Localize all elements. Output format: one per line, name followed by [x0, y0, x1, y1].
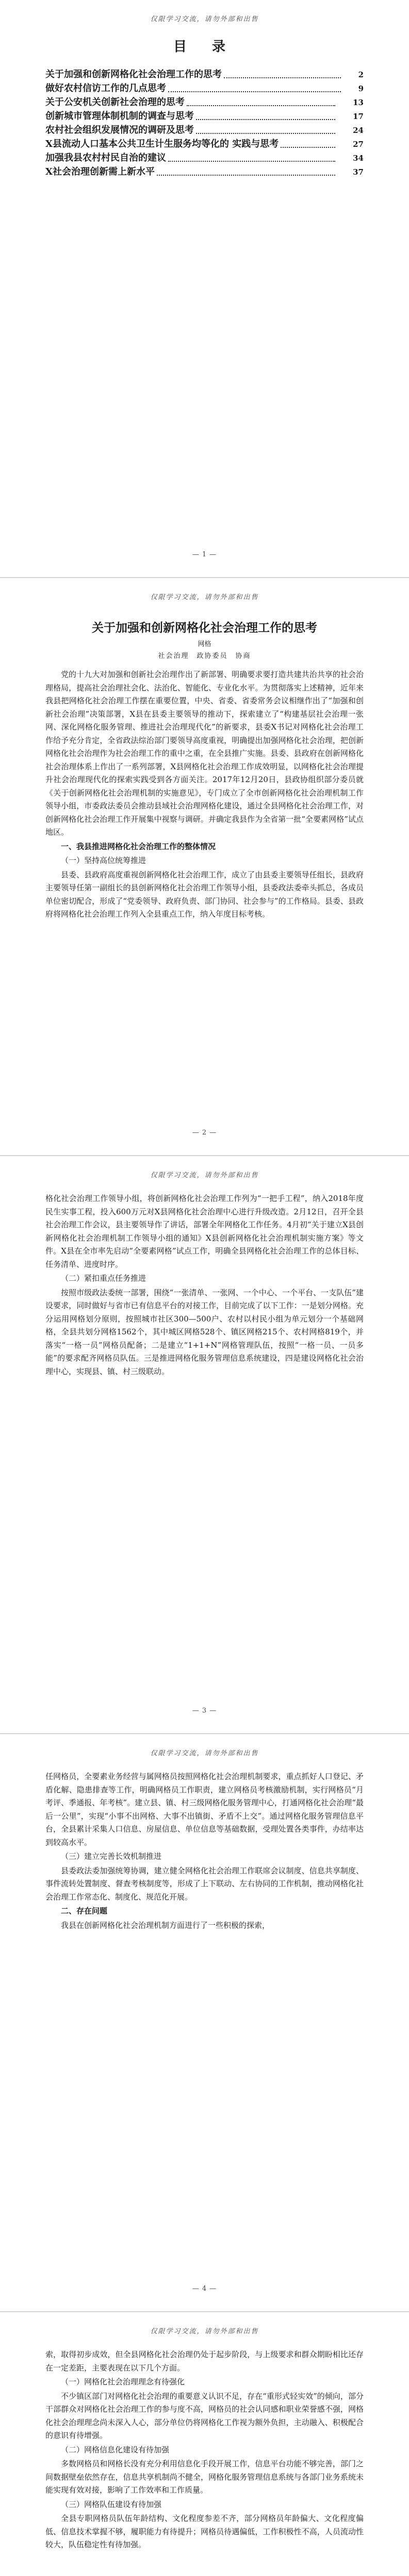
paragraph: 格化社会治理工作领导小组，将创新网格化社会治理工作列为“一把手工程”，纳入2018年度民生实事工程，投入600万元对X县网格化社会治理中心进行升级改造。2月12日，召开全县社会治理工作会议，县主要领导作了讲话，部署全年网格化工作任务。4月初“关于建立X县创新网格化社会治理机制工作领导小组的通知》X县创新网格化社会治理机制实施方案》等文件。X县在全市率先启动“全要素网格”试点工作，明确全县网格化社会治理工作的总体目标、任务清单、进度时序。	[45, 1194, 364, 1269]
paragraph: 按照市级政法委统一部署，围绕“一张清单、一张网、一个中心、一个平台、一支队伍”建设要求，同时做好与省市已有信息平台的对接工作，目前完成了以下工作：一是划分网格。充分运用网格划分原则，按照城市社区300—500户、农村以村民小组为单元划分一个基础网格，全县共划分网格1562个，其中城区网格528个、镇区网格215个、农村网格819个，并落实“一格一员”网格员配备；二是建立“1+1+N”网格管理队伍，按照“一格一员、一员多能”的要求配齐网格员队伍。三是推进网格化服务管理信息系统建设，四是建设网格化社会治理中心，实现县、镇、村三级联动。	[45, 1287, 364, 1376]
page-number: — 1 —	[192, 551, 217, 558]
toc-entry[interactable]: 做好农村信访工作的几点思考 9	[45, 83, 364, 94]
subsection-heading: （二）紧扣重点任务推进	[61, 1274, 146, 1283]
page-header: 仅限学习交流，请勿外部和出售	[150, 1172, 259, 1179]
page-header: 仅限学习交流，请勿外部和出售	[150, 594, 259, 601]
toc-entry[interactable]: 创新城市管理体制机制的调查与思考 17	[45, 111, 364, 122]
paragraph: 全县专职网格员队伍年龄结构、文化程度参差不齐，部分网格员年龄偏大、文化程度偏低、信息技术掌握不够，履职能力有待提升；网格员待遇偏低，工作积极性不高，人员流动性较大，队伍稳定性有待加强。	[45, 2514, 364, 2549]
toc-entry[interactable]: X县流动人口基本公共卫生计生服务均等化的 实践与思考 27	[45, 139, 364, 149]
subsection-heading: （三）网格队伍建设有待加强	[61, 2499, 162, 2509]
paragraph: 任网格员，全要素业务经营与属网格员按照网格化社会治理机制要求，重点抓好人口登记、矛盾化解、隐患排查等工作，明确网格员工作职责，建立网格员考核激励机制，实行网格员“月考评、季通报、年考核”。建立县、镇、村三级网格化服务管理中心，打通网格化社会治理“最后一公里”，实现“小事不出网格、大事不出镇街、矛盾不上交”。通过网格化服务管理信息平台，全县累计采集人口信息、房屋信息、单位信息等基础数据，受理处置各类事件，办结率达到较高水平。	[45, 1772, 364, 1847]
toc-entry[interactable]: X社会治理创新需上新水平 37	[45, 166, 364, 177]
subsection-heading: （一）坚持高位统筹推进	[61, 856, 146, 865]
paragraph: 索，取得初步成效，但全县网格化社会治理仍处于起步阶段，与上级要求和群众期盼相比还存在一定差距，主要表现在以下几个方面。	[45, 2350, 364, 2372]
subsection-heading: （二）网格信息化建设有待加强	[61, 2445, 170, 2454]
page-number: — 2 —	[192, 1129, 217, 1137]
toc-entry[interactable]: 农村社会组织发展情况的调研及思考 24	[45, 125, 364, 135]
page-body	[45, 1770, 364, 1932]
toc	[45, 36, 364, 179]
paragraph: 党的十九大对加强和创新社会治理作出了新部署、明确要求要打造共建共治共享的社会治理格局，提高社会治理社会化、法治化、智能化、专业化水平。为贯彻落实上述精神，近年来我县把网格化社会治理工作摆在重要位置，中央、省委、省委常务会议相继作出了“加强和创新社会治理”决策部署，X县在县委主要领导的推动下，探索建立了“构建基层社会治理一张网、深化网格化服务管理、推进社会治理现代化”的新要求，县委X书记对网格化社会治理工作给予充分肯定，全省政法综治部门要领导高度重视，明确提出加强网格化社会治理，把创新网格化社会治理作为社会治理工作的重中之重，在全县推广实施。县委、县政府在创新网格化社会治理体系上作出了一系列部署，X县网格化社会治理工作成效明显，以网格化社会治理提升社会治理现代化的探索实践受到各方面关注。2017年12月20日，县政协组织部分委员就《关于创新网格化社会治理机制的实施意见》，专门成立了全市创新网格化社会治理机制工作领导小组，市委政法委员会推动县域社会治理网格化建设，通过全县网格化社会治理工作，对创新网格化社会治理工作开展集中视察与调研。并确定我县作为全省第一批“全要素网格”试点地区。	[45, 670, 364, 837]
paragraph: 我县在创新网格化社会治理机制方面进行了一些积极的探索，	[61, 1920, 270, 1930]
toc-entry[interactable]: 关于加强和创新网格化社会治理工作的思考 2	[45, 69, 364, 80]
page-body	[45, 1192, 364, 1378]
page-number: — 3 —	[192, 1707, 217, 1715]
section-heading: 一、我县推进网格化社会治理工作的整体情况	[61, 841, 216, 851]
page-2	[0, 578, 409, 1156]
page-5	[0, 2312, 409, 2576]
page-body	[45, 614, 364, 921]
toc-entry[interactable]: 加强我县农村村民自治的建议 34	[45, 152, 364, 163]
subsection-heading: （一）网格化社会治理理念有待强化	[61, 2377, 185, 2386]
paragraph: 多数网格员和网格长没有充分利用信息化手段开展工作，信息平台功能不够完善，部门之间数据壁垒依然存在，信息共享机制尚不健全，网格化服务管理信息系统与各部门业务系统未能实现有效对接，影响了工作效率和工作质量。	[45, 2459, 364, 2495]
page-body	[45, 2348, 364, 2552]
paragraph: 县委、县政府高度重视创新网格化社会治理工作，成立了由县委主要领导任组长，县政府主要领导任第一副组长的县创新网格化社会治理工作领导小组，县委政法委牵头抓总，各成员单位密切配合，形成了“党委领导、政府负责、部门协同、社会参与”的工作格局。县委、县政府将网格化社会治理工作列入全县重点工作，纳入年度目标考核。	[45, 870, 364, 919]
page-4	[0, 1734, 409, 2312]
article-authors: 社会治理 政协委员 协商	[158, 652, 251, 660]
article-title: 关于加强和创新网格化社会治理工作的思考	[92, 621, 317, 635]
page-header: 仅限学习交流，请勿外部和出售	[150, 15, 259, 23]
page-1	[0, 0, 409, 578]
toc-title: 目 录	[173, 39, 236, 55]
paragraph: 不少镇区部门对网格化社会治理的重要意义认识不足，存在“重形式轻实效”的倾向，部分干部群众对网格化社会治理工作的参与度不高，网格员的社会认同感和职业荣誉感不强，网格化社会治理理念尚未深入人心，部分单位仍将网格化工作视为额外负担，主动融入、积极配合的意识有待增强。	[45, 2391, 364, 2440]
subsection-heading: （三）建立完善长效机制推进	[61, 1852, 162, 1861]
paragraph: 县委政法委加强统筹协调，建立健全网格化社会治理工作联席会议制度、信息共享制度、事件流转处置制度、督查考核制度等，形成了上下联动、左右协同的工作机制，推动网格化社会治理工作常态化、制度化、规范化开展。	[45, 1866, 364, 1902]
toc-entry[interactable]: 关于公安机关创新社会治理的思考 13	[45, 97, 364, 108]
page-header: 仅限学习交流，请勿外部和出售	[150, 2328, 259, 2335]
section-heading: 二、存在问题	[61, 1906, 108, 1916]
article-subtitle: 网格	[198, 640, 211, 648]
page-number: — 4 —	[192, 2285, 217, 2293]
page-header: 仅限学习交流，请勿外部和出售	[150, 1750, 259, 1757]
page-3	[0, 1156, 409, 1734]
